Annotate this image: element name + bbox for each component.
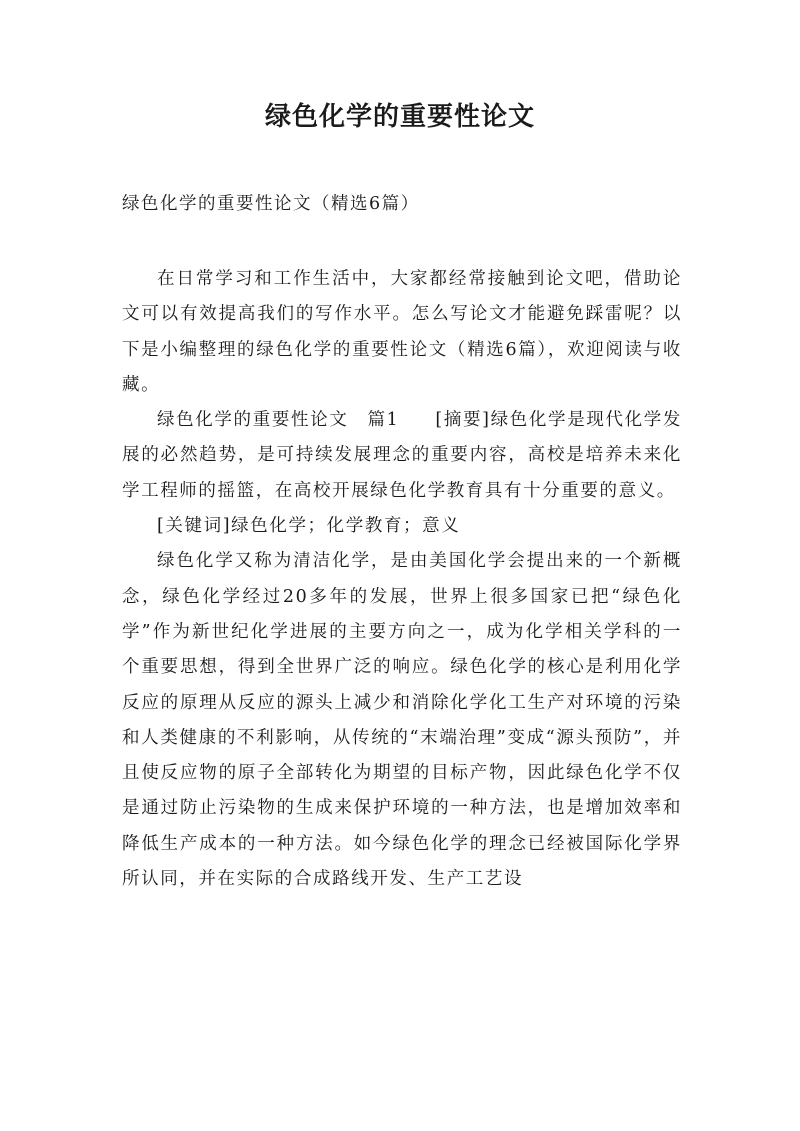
- page-title: 绿色化学的重要性论文: [264, 102, 535, 132]
- document-subtitle: 绿色化学的重要性论文（精选6篇）: [122, 194, 420, 214]
- essay-heading: 绿色化学的重要性论文 篇1: [157, 410, 400, 431]
- keywords-paragraph: [关键词]绿色化学；化学教育；意义: [157, 516, 461, 537]
- body-paragraph: 绿色化学又称为清洁化学，是由美国化学会提出来的一个新概念，绿色化学经过20多年的发展，世界上很多国家已把“绿色化学”作为新世纪化学进展的主要方向之一，成为化学相关学科的一个重要思想，得到全世界广泛的响应。绿色化学的核心是利用化学反应的原理从反应的源头上减少和消除化学化工生产对环境的污染和人类健康的不利影响，从传统的“末端治理”变成“源头预防”，并且使反应物的原子全部转化为期望的目标产物，因此绿色化学不仅是通过防止污染物的生成来保护环境的一种方法，也是增加效率和降低生产成本的一种方法。如今绿色化学的理念已经被国际化学界所认同，并在实际的合成路线开发、生产工艺设: [122, 551, 682, 890]
- document-body: [122, 262, 682, 897]
- intro-paragraph: 在日常学习和工作生活中，大家都经常接触到论文吧，借助论文可以有效提高我们的写作水平。怎么写论文才能避免踩雷呢？以下是小编整理的绿色化学的重要性论文（精选6篇），欢迎阅读与收藏。: [122, 269, 682, 395]
- essay-heading-paragraph: [122, 403, 682, 509]
- abstract-text: [摘要]绿色化学是现代化学发展的必然趋势，是可持续发展理念的重要内容，高校是培养未来化学工程师的摇篮，在高校开展绿色化学教育具有十分重要的意义。: [122, 410, 682, 501]
